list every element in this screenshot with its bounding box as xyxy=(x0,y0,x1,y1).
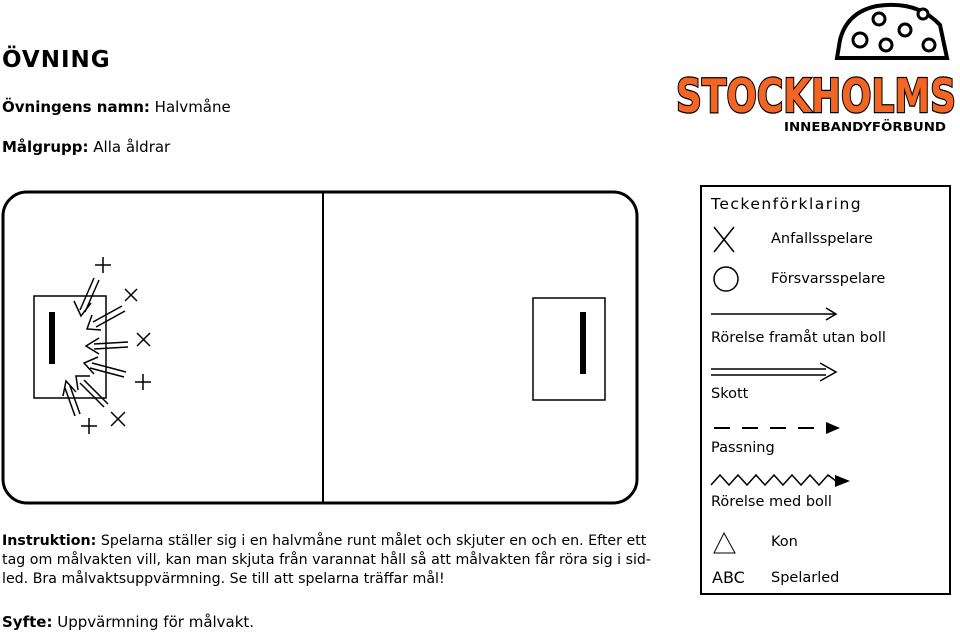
target-group-label: Målgrupp: xyxy=(2,138,89,156)
legend-defender-label: Försvarsspelare xyxy=(771,271,886,287)
legend-shot-label: Skott xyxy=(711,386,749,402)
right-goal-area xyxy=(533,298,605,400)
legend-pass-label: Passning xyxy=(711,440,775,456)
move-no-ball-arrow-icon xyxy=(711,308,836,320)
logo-main-text: STOCKHOLMS xyxy=(676,69,956,123)
purpose-label: Syfte: xyxy=(2,613,53,631)
legend-cone-label: Kon xyxy=(771,534,798,550)
instruction-label: Instruktion: xyxy=(2,533,97,549)
legend-box xyxy=(700,185,951,595)
shot-arrow-icon xyxy=(711,363,836,381)
target-group-line xyxy=(2,138,170,156)
stockholms-logo xyxy=(672,0,960,140)
attacker-symbol-icon xyxy=(714,227,734,252)
purpose-value: Uppvärmning för målvakt. xyxy=(57,613,255,631)
instruction-block xyxy=(2,532,662,589)
exercise-name-line xyxy=(2,98,231,116)
legend-attacker-label: Anfallsspelare xyxy=(771,231,873,247)
target-group-value: Alla åldrar xyxy=(93,138,171,156)
legend-move-no-ball-label: Rörelse framåt utan boll xyxy=(711,330,886,346)
cone-symbol-icon xyxy=(714,533,735,553)
purpose-line xyxy=(2,613,254,631)
left-goal-area xyxy=(34,296,106,398)
legend-coach-symbol: ABC xyxy=(712,568,745,587)
exercise-name-value: Halvmåne xyxy=(154,98,231,116)
puck-icon xyxy=(837,5,947,58)
page-title: ÖVNING xyxy=(2,47,111,73)
defender-symbol-icon xyxy=(714,267,738,291)
logo-sub-text: INNEBANDYFÖRBUND xyxy=(784,120,930,134)
instruction-text: Spelarna ställer sig i en halvmåne runt målet och skjuter en och en. Efter ett tag om målvakten vill, kan man skjuta från varannat håll så att målvakten får röra sig i sid-led. Bra målvaktsuppvärmning. Se till att spelarna träffar mål! xyxy=(2,533,652,587)
legend-title: Teckenförklaring xyxy=(711,195,863,213)
exercise-name-label: Övningens namn: xyxy=(2,98,150,116)
legend-move-with-ball-label: Rörelse med boll xyxy=(711,494,832,510)
rink-diagram xyxy=(0,188,645,518)
legend-coach-label: Spelarled xyxy=(771,570,840,586)
move-with-ball-arrow-icon xyxy=(711,475,850,487)
pass-arrow-icon xyxy=(714,422,840,434)
